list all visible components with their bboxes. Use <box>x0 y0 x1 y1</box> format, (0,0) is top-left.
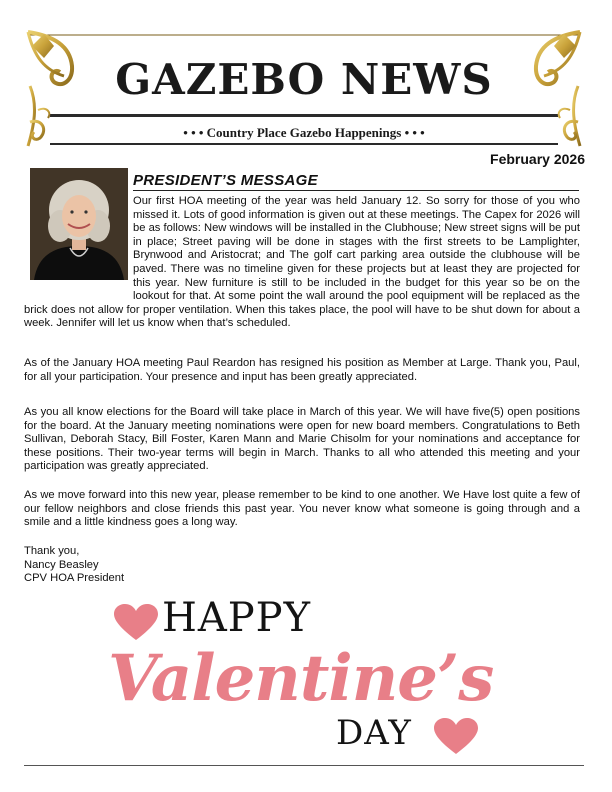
heart-icon <box>114 604 158 642</box>
newsletter-subtitle: • • • Country Place Gazebo Happenings • • • <box>183 125 425 140</box>
signoff <box>24 545 124 586</box>
message-paragraph-3: As you all know elections for the Board will take place in March of this year. We will have five(5) open positions for the board. At the January meeting nominations were open for new board members. Congratulations to Beth Sullivan, Deborah Stacy, Bill Foster, Karen Mann and Marie Chisolm for your nominations and acceptance for these positions. Their two-year terms will begin in March. Thanks to all who attended this meeting and your participation was greatly appreciated. <box>24 406 580 473</box>
valentine-happy: HAPPY <box>162 595 312 641</box>
footer-divider <box>24 765 584 766</box>
message-paragraph-1 <box>24 195 580 331</box>
valentine-day: DAY <box>336 713 412 753</box>
issue-date: February 2026 <box>490 151 585 167</box>
signoff-closing: Thank you, <box>24 545 80 557</box>
signoff-title: CPV HOA President <box>24 572 125 585</box>
valentine-script: Valentine’s <box>108 641 494 716</box>
message-paragraph-2: As of the January HOA meeting Paul Reardon has resigned his position as Member at Large. Thank you, Paul, for all your participation. Your presence and input has been greatly appreciated. <box>24 357 580 383</box>
newsletter-title: GAZEBO NEWS <box>115 55 493 104</box>
message-paragraph-4: As we move forward into this new year, please remember to be kind to one another. We Have lost quite a few of our fellow neighbors and close friends this past year. You never know what someone is going through and a smile and a little kindness goes a long way. <box>24 489 580 529</box>
heart-icon <box>434 718 478 756</box>
masthead <box>24 26 584 148</box>
signoff-name: Nancy Beasley <box>24 558 99 571</box>
paragraph-text: Our first HOA meeting of the year was held January 12. So sorry for those of you who missed it. Lots of good information is given out at these meetings. The Capex for 2026 will be as follows: New windows will be installed in the Clubhouse; New street signs will be put in place; Street paving will be done in stages with the first streets to be Lamplighter, Brynwood and Aristocrat; and The golf cart parking area outside the clubhouse will be paved. There was no timeline given for these projects but at least they are projected for this year. New furniture is still to be included in the budget for this year so be on the lookout for that. At some point the wall around the pool equipment will be replaced as the brick does not allow for proper ventilation. When this takes place, the pool will have to be shut down for about a week. Jennifer will let us know when that’s scheduled. <box>24 195 580 330</box>
valentine-banner <box>100 590 520 762</box>
section-heading-presidents-message: PRESIDENT’S MESSAGE <box>133 172 579 191</box>
